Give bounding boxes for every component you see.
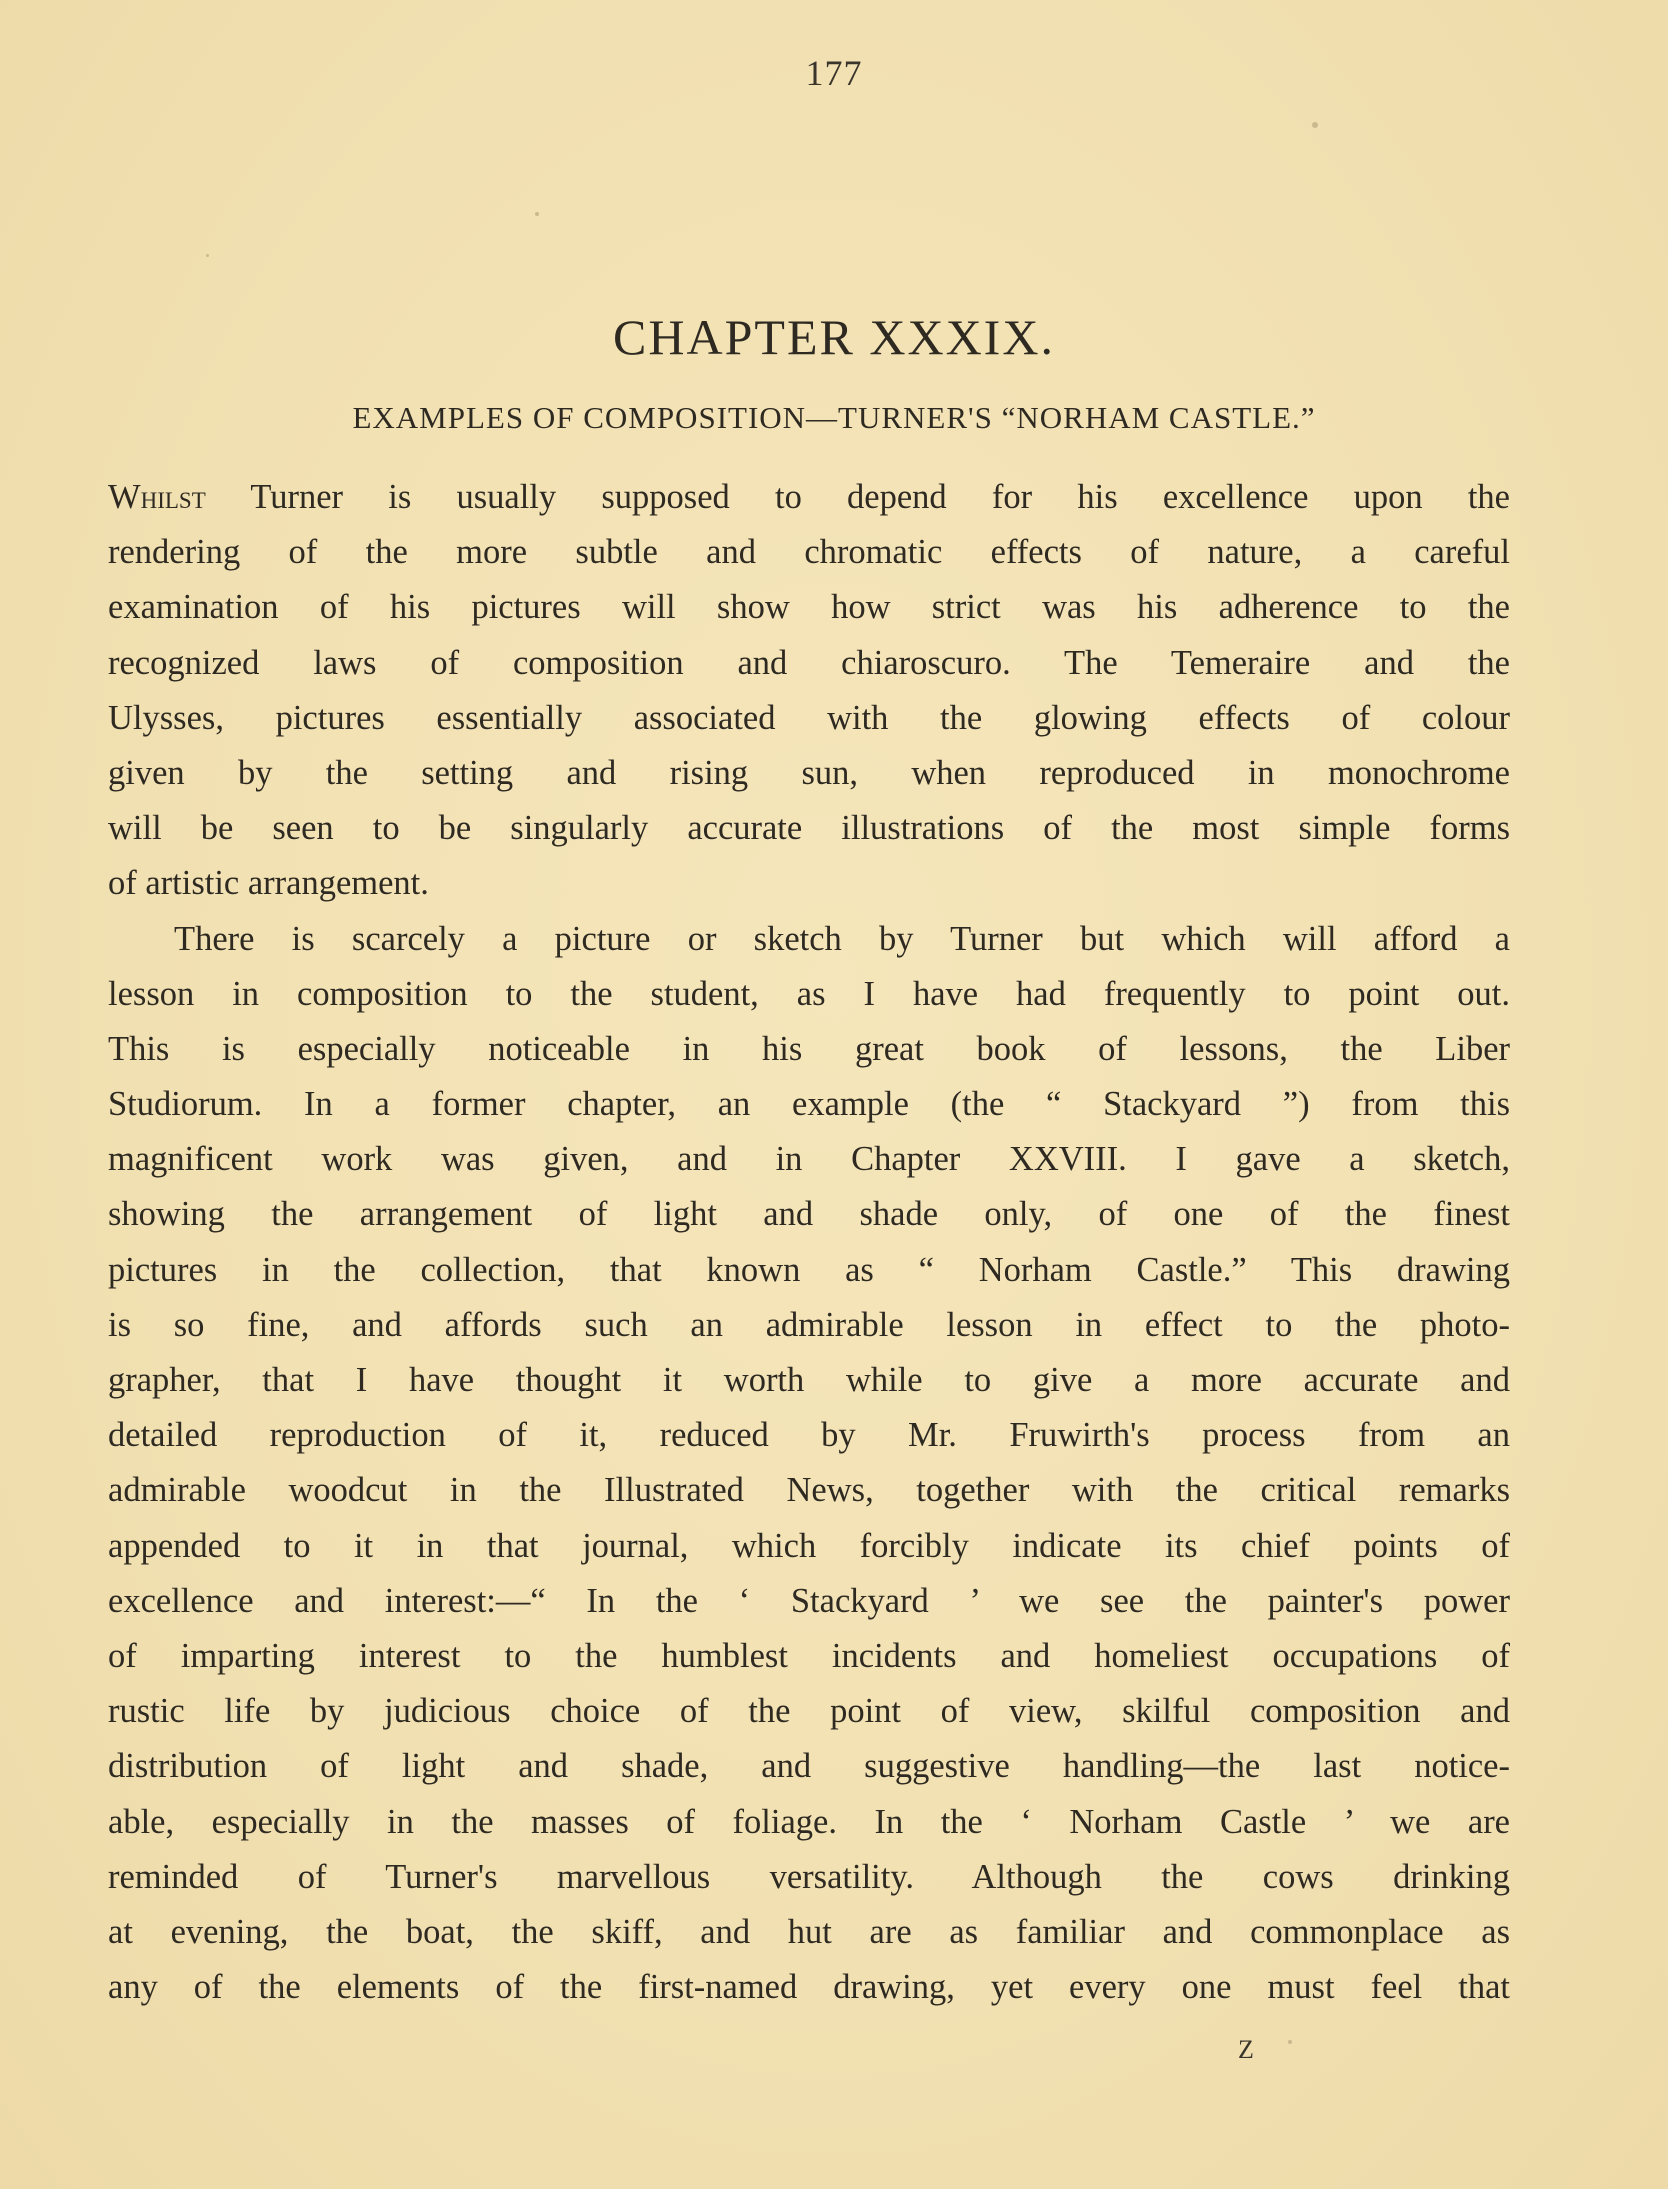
text-line: Studiorum. In a former chapter, an example (the “ Stackyard ”) from this — [108, 1085, 1510, 1124]
text-line: able, especially in the masses of foliage. In the ‘ Norham Castle ’ we are — [108, 1802, 1510, 1841]
text-line: distribution of light and shade, and suggestive handling—the last notice- — [108, 1747, 1510, 1786]
text-line: examination of his pictures will show how strict was his adherence to the — [108, 588, 1510, 627]
paper-speck — [1312, 122, 1318, 128]
body-text — [108, 470, 1510, 2015]
text-line: detailed reproduction of it, reduced by Mr. Fruwirth's process from an — [108, 1416, 1510, 1455]
text-line: grapher, that I have thought it worth while to give a more accurate and — [108, 1361, 1510, 1399]
text-line: This is especially noticeable in his great book of lessons, the Liber — [108, 1029, 1510, 1068]
text-line: Ulysses, pictures essentially associated with the glowing effects of colour — [108, 698, 1510, 737]
opening-word: hilst — [140, 480, 206, 516]
text-line: magnificent work was given, and in Chapter XXVIII. I gave a sketch, — [108, 1140, 1510, 1179]
text-line: of artistic arrangement. — [108, 864, 429, 903]
page-number: 177 — [805, 53, 863, 93]
text-line: appended to it in that journal, which forcibly indicate its chief points of — [108, 1526, 1510, 1565]
chapter-subtitle: EXAMPLES OF COMPOSITION—TURNER'S “NORHAM CASTLE.” — [352, 400, 1316, 435]
text-line: excellence and interest:—“ In the ‘ Stackyard ’ we see the painter's power — [108, 1581, 1510, 1620]
chapter-title: CHAPTER XXXIX. — [613, 309, 1055, 365]
text-line: will be seen to be singularly accurate illustrations of the most simple forms — [108, 809, 1510, 848]
text-line: rendering of the more subtle and chromatic effects of nature, a careful — [108, 533, 1510, 572]
signature-mark: Z — [1238, 2035, 1254, 2064]
text-line-content: Turner is usually supposed to depend for his excellence upon the — [205, 478, 1510, 516]
opening-initial: W — [108, 478, 141, 516]
text-line: recognized laws of composition and chiaroscuro. The Temeraire and the — [108, 643, 1510, 682]
text-line: any of the elements of the first-named drawing, yet every one must feel that — [108, 1968, 1510, 2007]
text-line: lesson in composition to the student, as I have had frequently to point out. — [108, 974, 1510, 1013]
text-line: rustic life by judicious choice of the point of view, skilful composition and — [108, 1692, 1510, 1731]
text-line: admirable woodcut in the Illustrated News, together with the critical remarks — [108, 1471, 1510, 1510]
text-line: of imparting interest to the humblest incidents and homeliest occupations of — [108, 1636, 1510, 1675]
paper-speck — [206, 254, 209, 257]
text-line: reminded of Turner's marvellous versatility. Although the cows drinking — [108, 1857, 1510, 1896]
text-line: at evening, the boat, the skiff, and hut are as familiar and commonplace as — [108, 1912, 1510, 1951]
text-line: showing the arrangement of light and shade only, of one of the finest — [108, 1195, 1510, 1234]
text-line — [108, 470, 1510, 525]
paper-speck — [1288, 2040, 1292, 2044]
text-line: There is scarcely a picture or sketch by Turner but which will afford a — [174, 919, 1510, 958]
text-line: pictures in the collection, that known as “ Norham Castle.” This drawing — [108, 1250, 1510, 1289]
text-line: is so fine, and affords such an admirable lesson in effect to the photo- — [108, 1305, 1510, 1344]
text-line: given by the setting and rising sun, when reproduced in monochrome — [108, 753, 1510, 792]
paper-speck — [535, 212, 539, 216]
